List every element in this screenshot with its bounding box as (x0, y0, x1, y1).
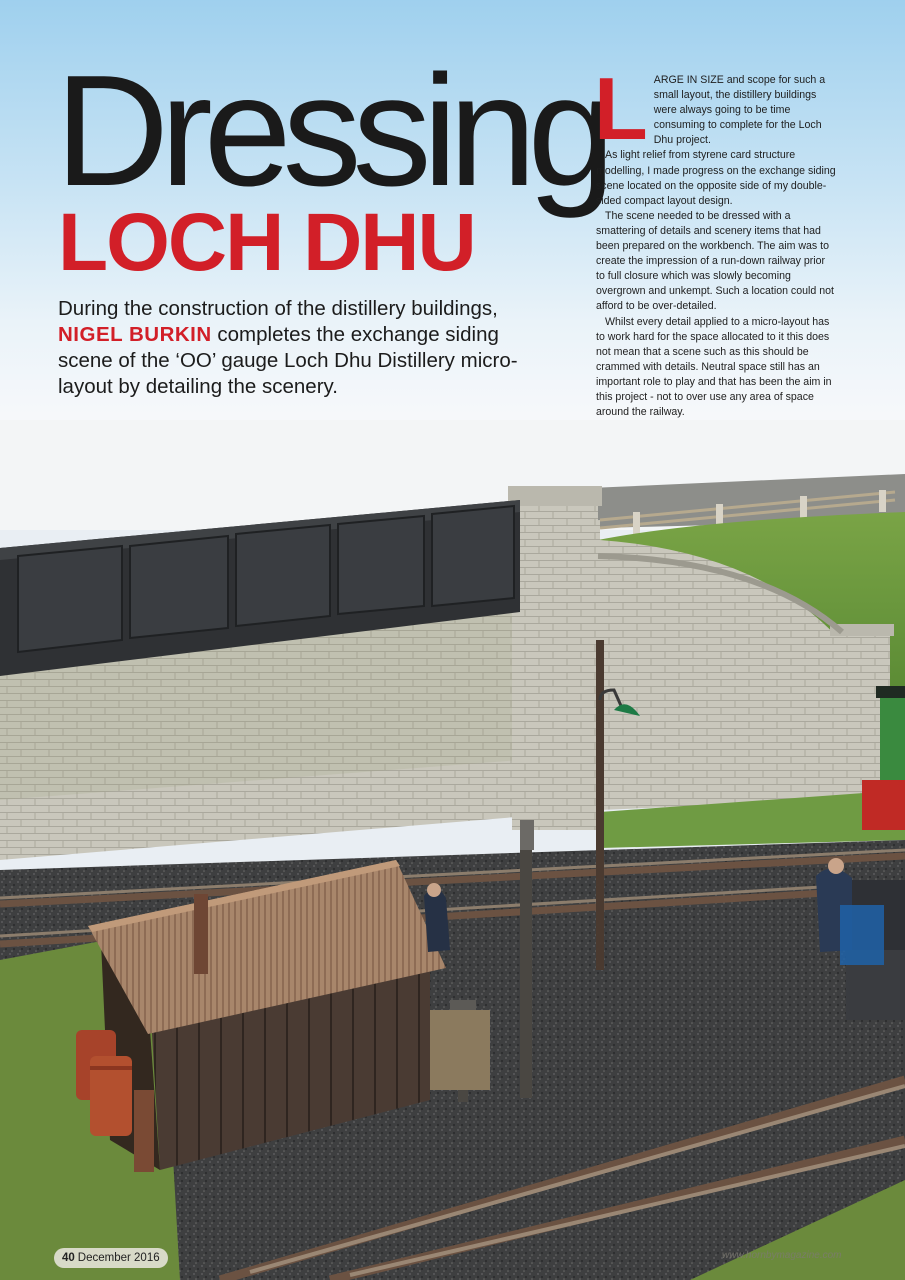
body-paragraph: ARGE IN SIZE and scope for such a small layout, the distillery buildings were always going to be time consuming to complete for the Loch Dhu project. (653, 74, 826, 147)
page-footer (54, 1248, 168, 1268)
article-subtitle: LOCH DHU (58, 197, 475, 288)
body-paragraph: As light relief from styrene card structure modelling, I made progress on the exchange siding scene located on the opposite side of my double-sided compact layout design. (596, 149, 836, 207)
page-number: 40 (62, 1252, 75, 1264)
website-url: www.hornbymagazine.com (722, 1250, 842, 1261)
standfirst-text-start: During the construction of the distillery buildings, (58, 297, 498, 320)
article-title: Dressing (55, 43, 607, 219)
body-paragraph: Whilst every detail applied to a micro-layout has to work hard for the space allocated to it this does not mean that a scene such as this should be crammed with details. Neutral space still has an important role to play and that has been the aim in this project - not to over use any area of space around the railway. (596, 315, 832, 419)
drop-cap: L (594, 59, 648, 158)
layout-photo (0, 420, 905, 1280)
body-paragraph: The scene needed to be dressed with a smattering of details and scenery items that had been prepared on the workbench. The aim was to create the impression of a run-down railway prior to full closure which was slowly becoming overgrown and unkempt. Such a location could not afford to be over-detailed. (596, 209, 834, 313)
body-column (594, 59, 836, 420)
issue-date: December 2016 (77, 1252, 160, 1264)
standfirst-text-end: completes the exchange siding scene of the ‘OO’ gauge Loch Dhu Distillery micro-layout by detailing the scenery. (58, 323, 518, 398)
author-name: NIGEL BURKIN (58, 323, 212, 346)
standfirst (58, 296, 558, 400)
